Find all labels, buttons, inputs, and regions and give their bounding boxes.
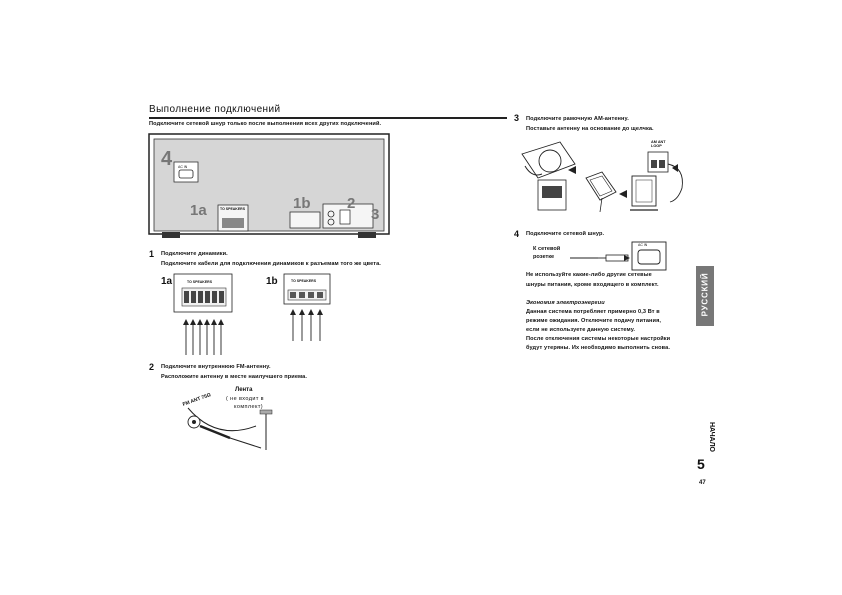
step4-title: Подключите сетевой шнур. — [526, 231, 605, 237]
step1-title: Подключите динамики. — [161, 251, 228, 257]
power-cord-diagram — [568, 240, 668, 272]
tape-note-line1: ( не входит в — [226, 396, 264, 402]
outlet-label-line2: розетке — [533, 254, 555, 260]
fm-jack-label: FM ANT 75Ω — [181, 392, 212, 408]
step3-number: 3 — [514, 113, 520, 123]
step3-title: Подключите рамочную AM-антенну. — [526, 116, 629, 122]
step2-text: Расположите антенну в месте наилучшего приема. — [161, 374, 307, 380]
am-jack-label: AM ANT LOOP — [651, 140, 666, 148]
power-cord-warning-2: шнуры питания, кроме входящего в комплект. — [526, 282, 659, 288]
section-rule — [149, 117, 507, 119]
side-chapter-index: 5 — [697, 456, 705, 472]
page-number: 47 — [699, 480, 706, 486]
panel-label-2: 2 — [347, 195, 356, 212]
section-title: Выполнение подключений — [149, 104, 281, 115]
rear-panel-diagram — [148, 132, 393, 244]
energy-line-1: Данная система потребляет примерно 0,3 Вт в — [526, 309, 660, 315]
side-chapter-word: НАЧАЛО — [708, 422, 715, 452]
language-tab-label: РУССКИЙ — [700, 272, 710, 317]
step4-number: 4 — [514, 229, 520, 239]
am-antenna-diagram — [520, 136, 695, 218]
tape-note-line2: комплект) — [234, 404, 263, 410]
panel-label-3: 3 — [371, 206, 380, 223]
energy-line-4: После отключения системы некоторые настройки — [526, 336, 671, 342]
intro-text: Подключите сетевой шнур только после выполнения всех других подключений. — [149, 121, 382, 127]
energy-line-5: будут утеряны. Их необходимо выполнить снова. — [526, 345, 671, 351]
fig-a-to-speakers: TO SPEAKERS — [187, 280, 213, 284]
outlet-label-line1: К сетевой — [533, 246, 561, 252]
step1-fig-b-label: 1b — [266, 276, 278, 287]
panel-to-speakers: TO SPEAKERS — [220, 207, 246, 211]
energy-title: Экономия электроэнергии — [526, 300, 605, 306]
panel-ac-in: AC IN — [178, 165, 188, 169]
ac-in-label: AC IN — [638, 243, 648, 247]
step1-number: 1 — [149, 249, 155, 259]
energy-line-3: если не используете данную систему. — [526, 327, 636, 333]
step1-text: Подключите кабели для подключения динамиков к разъемам того же цвета. — [161, 261, 381, 267]
step3-text: Поставьте антенну на основание до щелчка. — [526, 126, 654, 132]
power-cord-warning-1: Не используйте какие-либо другие сетевые — [526, 272, 652, 278]
language-tab — [696, 266, 714, 326]
panel-label-1b: 1b — [293, 195, 311, 212]
fig-b-to-speakers: TO SPEAKERS — [291, 279, 317, 283]
step2-title: Подключите внутреннюю FM-антенну. — [161, 364, 271, 370]
panel-label-1a: 1a — [190, 202, 207, 219]
panel-label-4: 4 — [161, 148, 173, 170]
tape-label: Лента — [235, 387, 253, 393]
speaker-terminal-1b — [283, 273, 333, 345]
step2-number: 2 — [149, 362, 155, 372]
speaker-terminal-1a — [173, 273, 235, 358]
step1-fig-a-label: 1a — [161, 276, 173, 287]
energy-line-2: режиме ожидания. Отключите подачу питания, — [526, 318, 662, 324]
